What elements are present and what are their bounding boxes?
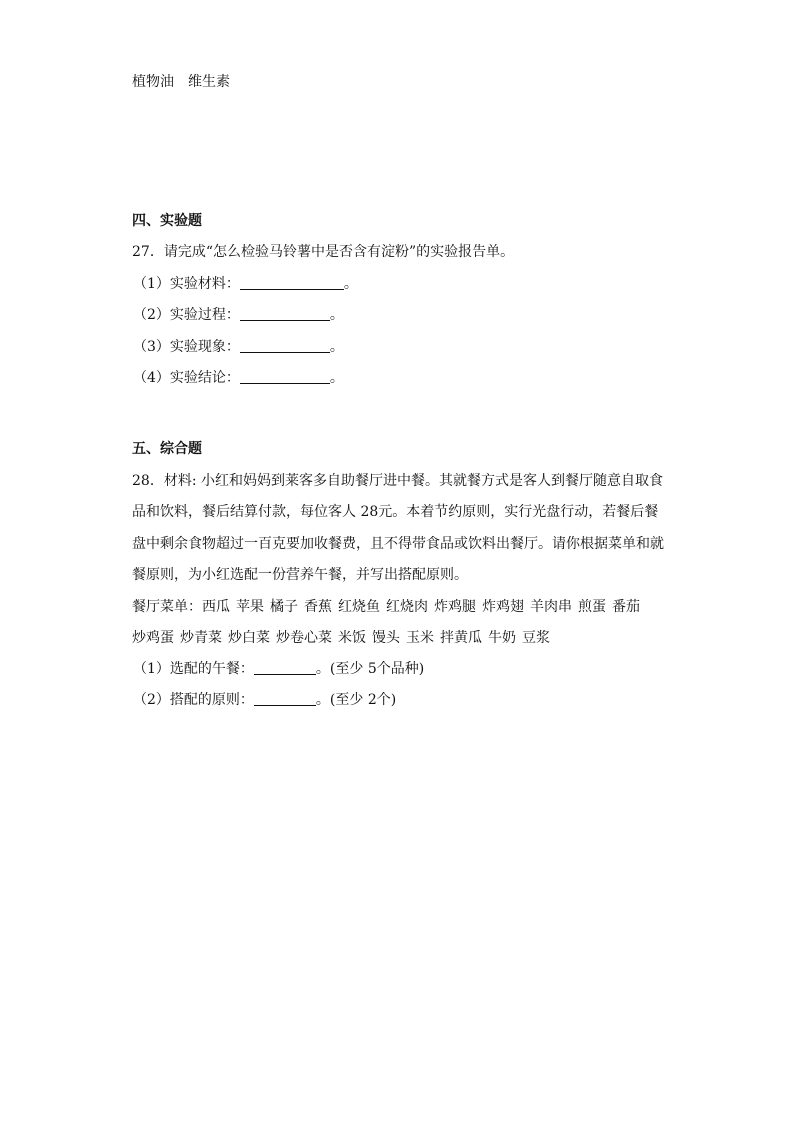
menu-item: 红烧鱼: [338, 599, 380, 615]
question-28-line-1: 28．材料: 小红和妈妈到莱客多自助餐厅进中餐。其就餐方式是客人到餐厅随意自取食: [132, 473, 663, 489]
q27-item-4-label: （4）实验结论：: [133, 370, 240, 386]
question-28-line-3: 盘中剩余食物超过一百克要加收餐费，且不得带食品或饮料出餐厅。请你根据菜单和就: [132, 536, 664, 552]
menu-item: 炒鸡蛋: [132, 630, 174, 646]
q27-item-1: [133, 274, 358, 294]
q27-item-3-blank[interactable]: [240, 338, 330, 353]
menu-item: 炸鸡腿: [434, 599, 476, 615]
q28-item-2: [133, 690, 396, 710]
menu-item: 炒白菜: [228, 630, 270, 646]
food-vitamin: 维生素: [188, 74, 230, 90]
q27-item-4-blank[interactable]: [240, 369, 330, 384]
q27-item-3-end: 。: [329, 339, 344, 355]
menu-item: 拌黄瓜: [440, 630, 482, 646]
q27-item-3: [133, 337, 344, 357]
menu-item: 炸鸡翅: [482, 599, 524, 615]
menu-row-1: [132, 597, 646, 617]
menu-item: 牛奶: [488, 630, 516, 646]
menu-item: 豆浆: [522, 630, 550, 646]
q27-item-2-label: （2）实验过程：: [133, 307, 240, 323]
menu-item: 红烧肉: [386, 599, 428, 615]
menu-item: 西瓜: [202, 599, 230, 615]
food-line: [132, 72, 230, 92]
q27-item-1-blank[interactable]: [240, 275, 344, 290]
menu-item: 馒头: [372, 630, 400, 646]
question-28-line-2: 品和饮料，餐后结算付款，每位客人 28元。本着节约原则，实行光盘行动，若餐后餐: [132, 504, 659, 520]
q27-item-1-label: （1）实验材料：: [133, 276, 240, 292]
section-4-heading: 四、实验题: [132, 213, 202, 229]
q28-item-2-label: （2）搭配的原则：: [133, 692, 254, 708]
question-28-line-4: 餐原则，为小红选配一份营养午餐，并写出搭配原则。: [132, 567, 468, 583]
question-27-stem: 27．请完成“怎么检验马铃薯中是否含有淀粉”的实验报告单。: [132, 244, 515, 260]
q28-item-1-end: 。(至少 5个品种): [315, 661, 425, 677]
q28-item-1: [133, 659, 424, 679]
menu-label: 餐厅菜单：: [132, 599, 202, 615]
q27-item-2-blank[interactable]: [240, 306, 330, 321]
q28-item-1-label: （1）选配的午餐：: [133, 661, 254, 677]
menu-item: 番茄: [612, 599, 640, 615]
menu-item: 羊肉串: [530, 599, 572, 615]
q27-item-1-end: 。: [343, 276, 358, 292]
q28-item-1-blank[interactable]: [254, 660, 316, 675]
menu-item: 炒卷心菜: [276, 630, 332, 646]
menu-item: 玉米: [406, 630, 434, 646]
q28-item-2-blank[interactable]: [254, 691, 316, 706]
menu-row-2: [132, 628, 556, 648]
food-vegetable-oil: 植物油: [132, 74, 174, 90]
menu-item: 橘子: [270, 599, 298, 615]
section-5-heading: 五、综合题: [132, 441, 202, 457]
menu-item: 苹果: [236, 599, 264, 615]
q27-item-4: [133, 368, 344, 388]
q27-item-2-end: 。: [329, 307, 344, 323]
menu-item: 米饭: [338, 630, 366, 646]
menu-item: 香蕉: [304, 599, 332, 615]
menu-item: 炒青菜: [180, 630, 222, 646]
q27-item-2: [133, 305, 344, 325]
q27-item-3-label: （3）实验现象：: [133, 339, 240, 355]
q28-item-2-end: 。(至少 2个): [315, 692, 397, 708]
q27-item-4-end: 。: [329, 370, 344, 386]
menu-item: 煎蛋: [578, 599, 606, 615]
